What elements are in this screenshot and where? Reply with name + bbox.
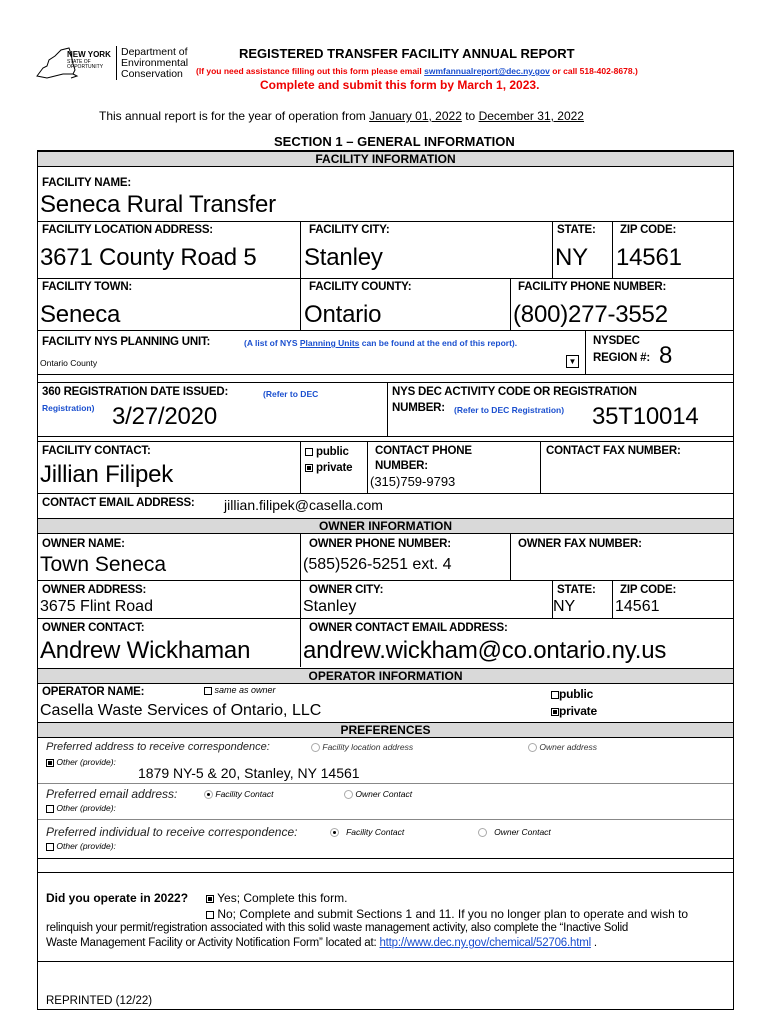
planning-unit-dropdown-button[interactable] xyxy=(566,355,579,368)
pref-address-owner-option[interactable]: Owner address xyxy=(528,742,597,752)
same-as-owner-option[interactable]: same as owner xyxy=(204,685,276,695)
owner-phone-field[interactable]: (585)526-5251 ext. 4 xyxy=(303,556,452,573)
facility-state-field[interactable]: NY xyxy=(555,244,588,271)
dept-name: Department of Environmental Conservation xyxy=(121,46,189,80)
planning-unit-select[interactable]: Ontario County xyxy=(40,358,98,368)
facility-address-field[interactable]: 3671 County Road 5 xyxy=(40,244,257,271)
contact-phone-label-2: NUMBER: xyxy=(375,460,428,472)
facility-contact-field[interactable]: Jillian Filipek xyxy=(40,461,174,488)
owner-name-label: OWNER NAME: xyxy=(42,538,125,550)
facility-contact-label: FACILITY CONTACT: xyxy=(42,445,151,457)
region-field[interactable]: 8 xyxy=(659,342,673,369)
logo-line1: NEW YORK xyxy=(67,50,111,59)
contact-private-option[interactable]: private xyxy=(305,462,352,474)
operate-no-line2: relinquish your permit/registration associated with this solid waste management activity, also complete the “Inactive Solid xyxy=(46,922,629,934)
planning-unit-label: FACILITY NYS PLANNING UNIT: xyxy=(42,336,211,348)
pref-individual-label: Preferred individual to receive correspondence: xyxy=(46,825,298,839)
logo-line2: STATE OF xyxy=(67,59,91,65)
owner-email-label: OWNER CONTACT EMAIL ADDRESS: xyxy=(309,622,508,634)
nys-logo xyxy=(33,44,115,82)
contact-public-option[interactable]: public xyxy=(305,446,349,458)
same-as-owner-checkbox[interactable] xyxy=(204,687,212,695)
assistance-note: (If you need assistance filling out this form please email swmfannualreport@dec.ny.gov or call 518-402-8678.) xyxy=(196,66,638,76)
deadline-note: Complete and submit this form by March 1, 2023. xyxy=(260,78,540,92)
pref-individual-owner-radio[interactable] xyxy=(478,828,487,837)
facility-county-label: FACILITY COUNTY: xyxy=(309,281,412,293)
pref-individual-facility-option[interactable]: Facility Contact xyxy=(330,827,404,837)
owner-info-band: OWNER INFORMATION xyxy=(38,518,733,534)
owner-zip-label: ZIP CODE: xyxy=(620,584,677,596)
facility-phone-label: FACILITY PHONE NUMBER: xyxy=(518,281,667,293)
operator-public-checkbox[interactable] xyxy=(551,691,559,699)
region-label-1: NYSDEC xyxy=(593,335,640,347)
contact-email-label: CONTACT EMAIL ADDRESS: xyxy=(42,497,195,509)
public-checkbox[interactable] xyxy=(305,448,313,456)
operate-question: Did you operate in 2022? xyxy=(46,891,189,905)
facility-phone-field[interactable]: (800)277-3552 xyxy=(513,301,668,328)
pref-address-other-field[interactable]: 1879 NY-5 & 20, Stanley, NY 14561 xyxy=(138,765,360,781)
assistance-email-link[interactable]: swmfannualreport@dec.ny.gov xyxy=(424,66,550,76)
region-label-2: REGION #: xyxy=(593,352,650,364)
reg-date-field[interactable]: 3/27/2020 xyxy=(112,403,217,430)
owner-phone-label: OWNER PHONE NUMBER: xyxy=(309,538,451,550)
reg-date-note-1: (Refer to DEC xyxy=(263,389,319,399)
owner-city-label: OWNER CITY: xyxy=(309,584,384,596)
activity-field[interactable]: 35T10014 xyxy=(592,403,699,430)
owner-zip-field[interactable]: 14561 xyxy=(615,598,660,615)
pref-individual-owner-option[interactable]: Owner Contact xyxy=(478,827,551,837)
facility-city-label: FACILITY CITY: xyxy=(309,224,390,236)
facility-city-field[interactable]: Stanley xyxy=(304,244,383,271)
pref-address-facility-radio[interactable] xyxy=(311,743,320,752)
preferences-band: PREFERENCES xyxy=(38,722,733,738)
pref-email-label: Preferred email address: xyxy=(46,787,178,801)
reprint-footer: REPRINTED (12/22) xyxy=(46,995,153,1007)
facility-county-field[interactable]: Ontario xyxy=(304,301,382,328)
activity-note: (Refer to DEC Registration) xyxy=(454,405,565,415)
form-title: REGISTERED TRANSFER FACILITY ANNUAL REPORT xyxy=(239,46,575,61)
planning-unit-note: (A list of NYS Planning Units can be found at the end of this report). xyxy=(244,338,518,348)
activity-label-2: NUMBER: xyxy=(392,402,445,414)
pref-address-label: Preferred address to receive correspondence: xyxy=(46,741,270,753)
pref-email-owner-option[interactable]: Owner Contact xyxy=(344,789,412,799)
private-checkbox[interactable] xyxy=(305,464,313,472)
owner-contact-label: OWNER CONTACT: xyxy=(42,622,145,634)
operator-name-label: OPERATOR NAME: xyxy=(42,686,145,698)
pref-address-other-checkbox[interactable] xyxy=(46,759,54,767)
reg-date-note-2: Registration) xyxy=(42,403,95,413)
pref-individual-facility-radio[interactable] xyxy=(330,828,339,837)
pref-email-owner-radio[interactable] xyxy=(344,790,353,799)
contact-phone-label-1: CONTACT PHONE xyxy=(375,445,472,457)
owner-state-field[interactable]: NY xyxy=(553,598,576,615)
operate-no-option[interactable]: No; Complete and submit Sections 1 and 11. If you no longer plan to operate and wish to xyxy=(206,907,688,921)
operator-public-option[interactable]: public xyxy=(551,687,593,701)
operate-yes-option[interactable]: Yes; Complete this form. xyxy=(206,891,347,905)
year-statement: This annual report is for the year of operation from January 01, 2022 to December 31, 2022 xyxy=(99,109,584,123)
facility-name-label: FACILITY NAME: xyxy=(42,177,131,189)
chevron-down-icon: ▼ xyxy=(568,357,577,366)
section-title: SECTION 1 – GENERAL INFORMATION xyxy=(274,134,515,149)
facility-state-label: STATE: xyxy=(557,224,596,236)
owner-contact-field[interactable]: Andrew Wickhaman xyxy=(40,637,251,664)
reg-date-label: 360 REGISTRATION DATE ISSUED: xyxy=(42,386,229,398)
activity-label-1: NYS DEC ACTIVITY CODE OR REGISTRATION xyxy=(392,386,637,398)
operate-yes-checkbox[interactable] xyxy=(206,895,214,903)
facility-zip-field[interactable]: 14561 xyxy=(616,244,682,271)
contact-fax-label: CONTACT FAX NUMBER: xyxy=(546,445,681,457)
operator-private-checkbox[interactable] xyxy=(551,708,559,716)
operator-info-band: OPERATOR INFORMATION xyxy=(38,668,733,684)
pref-address-facility-option[interactable]: Facility location address xyxy=(311,742,413,752)
pref-email-facility-option[interactable]: Facility Contact xyxy=(204,789,273,799)
facility-address-label: FACILITY LOCATION ADDRESS: xyxy=(42,224,213,236)
owner-city-field[interactable]: Stanley xyxy=(303,598,357,615)
operator-private-option[interactable]: private xyxy=(551,704,597,718)
logo-line3: OPPORTUNITY xyxy=(67,64,104,70)
planning-units-link[interactable]: Planning Units xyxy=(299,338,360,348)
pref-individual-other-option[interactable]: Other (provide): xyxy=(46,841,116,851)
pref-email-facility-radio[interactable] xyxy=(204,790,213,799)
facility-zip-label: ZIP CODE: xyxy=(620,224,677,236)
facility-info-band: FACILITY INFORMATION xyxy=(38,151,733,167)
pref-email-other-option[interactable]: Other (provide): xyxy=(46,803,116,813)
pref-address-owner-radio[interactable] xyxy=(528,743,537,752)
pref-individual-other-checkbox[interactable] xyxy=(46,843,54,851)
owner-name-field[interactable]: Town Seneca xyxy=(40,553,167,576)
operate-no-line3: Waste Management Facility or Activity Notification Form” located at: http://www.dec.ny.gov/chemical/52706.html . xyxy=(46,937,597,949)
facility-town-field[interactable]: Seneca xyxy=(40,301,121,328)
owner-address-field[interactable]: 3675 Flint Road xyxy=(40,598,153,615)
inactive-form-link[interactable]: http://www.dec.ny.gov/chemical/52706.html xyxy=(379,937,591,949)
pref-email-other-checkbox[interactable] xyxy=(46,805,54,813)
contact-email-field[interactable]: jillian.filipek@casella.com xyxy=(224,497,383,513)
operate-no-checkbox[interactable] xyxy=(206,911,214,919)
owner-state-label: STATE: xyxy=(557,584,596,596)
owner-address-label: OWNER ADDRESS: xyxy=(42,584,147,596)
pref-address-other-option[interactable]: Other (provide): xyxy=(46,757,116,767)
facility-name-field[interactable]: Seneca Rural Transfer xyxy=(40,191,276,218)
owner-fax-label: OWNER FAX NUMBER: xyxy=(518,538,642,550)
operator-name-field[interactable]: Casella Waste Services of Ontario, LLC xyxy=(40,702,322,719)
facility-town-label: FACILITY TOWN: xyxy=(42,281,133,293)
owner-email-field[interactable]: andrew.wickham@co.ontario.ny.us xyxy=(303,637,667,664)
contact-phone-field[interactable]: (315)759-9793 xyxy=(370,474,456,489)
